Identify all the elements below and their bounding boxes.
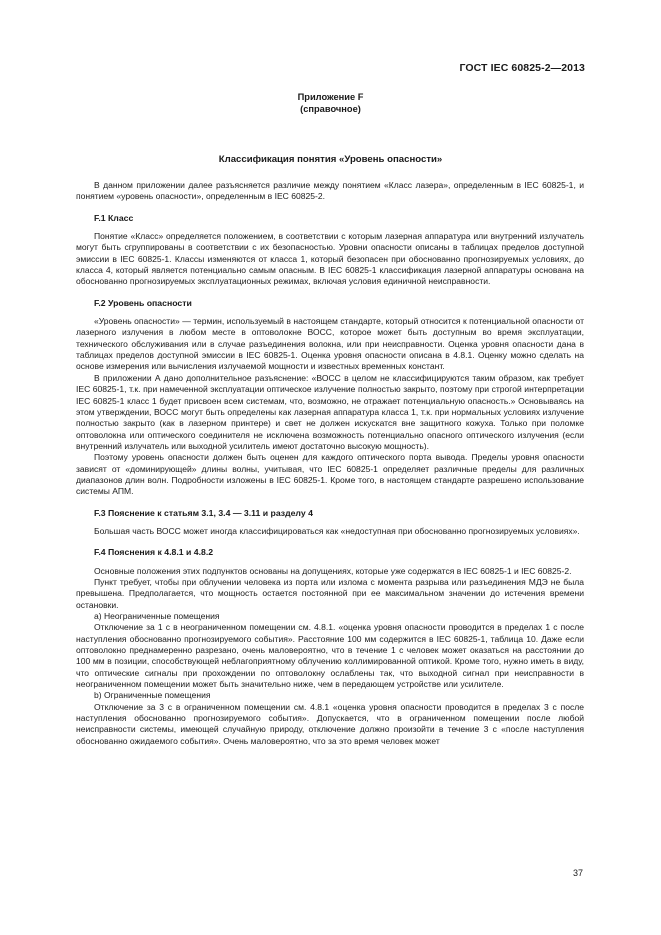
section-f4-paragraph-1: Основные положения этих подпунктов основаны на допущениях, которые уже содержатся в IEC 60825-1 и IEC 60825-2. xyxy=(94,565,572,576)
section-f1-paragraph: Понятие «Класс» определяется положением, в соответствии с которым лазерная аппаратура или внутренний излучатель могут быть сгруппированы в соответствии с их безопасностью. Уровни опасности описаны в таблицах пределов доступной эмиссии в IEC 60825-1. Классы изменяются от класса 1, который безопасен при обоснованно прогнозируемых условиях, до класса 4, который является потенциально самым опасным. В IEC 60825-1 классификация лазерной аппаратуры основана на обоснованно прогнозируемых эксплуатационных режимах, включая условия единичной неисправности. xyxy=(76,231,584,287)
doc-code-header: ГОСТ IEC 60825-2—2013 xyxy=(459,62,585,74)
section-f2-paragraph-2: В приложении А дано дополнительное разъяснение: «ВОСС в целом не классифицируются таким образом, как требует IEC 60825-1, т.к. при намеченной эксплуатации оптическое излучение полностью закрыто, поэтому при строгой интерпретации IEC 60825-1 класс 1 будет присвоен всем системам, что, возможно, не отражает потенциальную опасность.» Основываясь на этом утверждении, ВОСС могут быть определены как лазерная аппаратура класса 1, т.к. при нормальных условиях излучение полностью закрыто (как в лазерном принтере) и свет не должен искускатся вне защитного кожуха. Только при поломке оптоволокна или оптического соединителя не исключена возможность потенциально опасного оптического излучения (если внутренний излучатель или выходной усилитель имеют достаточно высокую мощность). xyxy=(76,372,584,451)
page-number: 37 xyxy=(572,868,583,878)
section-f2-paragraph-3: Поэтому уровень опасности должен быть оценен для каждого оптического порта вывода. Пределы уровня опасности зависят от «доминирующей» длины волны, учитывая, что IEC 60825-1 определяет различные пределы для различных диапазонов длин волн. Подробности изложены в IEC 60825-1. Кроме того, в настоящем стандарте разрешено использование системы АПМ. xyxy=(76,452,584,497)
appendix-heading xyxy=(0,91,661,115)
section-f4-paragraph-2: Пункт требует, чтобы при облучении человека из порта или излома с момента разрыва или разъединения МДЭ не была превышена. Предполагается, что мощность остается постоянной при ее максимальном значении до истечения времени остановки. xyxy=(76,576,584,610)
section-f1-heading: F.1 Класс xyxy=(94,212,134,223)
section-f4-heading: F.4 Пояснения к 4.8.1 и 4.8.2 xyxy=(94,547,214,558)
section-f2-heading: F.2 Уровень опасности xyxy=(94,297,192,308)
intro-paragraph: В данном приложении далее разъясняется различие между понятием «Класс лазера», определенным в IEC 60825-1, и понятием «уровень опасности», определенным в IEC 60825-2. xyxy=(76,180,584,202)
list-item-b-label: b) Ограниченные помещения xyxy=(94,690,211,701)
page-title: Классификация понятия «Уровень опасности» xyxy=(218,154,443,165)
section-f3-paragraph: Большая часть ВОСС может иногда классифицироваться как «недоступная при обоснованно прогнозируемых условиях». xyxy=(94,525,580,536)
document-body xyxy=(76,180,584,747)
section-f2-paragraph-1: «Уровень опасности» — термин, используемый в настоящем стандарте, который относится к потенциальной опасности от лазерного излучения в любом месте в оптоволокне ВОСС, которое может быть доступным во время эксплуатации, технического обслуживания или в случае разъединения волокна, или при неисправности. Оценка уровня опасности дана в таблицах пределов доступной эмиссии в IEC 60825-1. Оценка уровня опасности описана в 4.8.1. Оценку можно сделать на основе измерения или вычисления излучаемой мощности и известных временных констант. xyxy=(76,316,584,372)
appendix-subtitle: (справочное) xyxy=(300,104,361,114)
list-item-a-label: a) Неограниченные помещения xyxy=(94,611,220,621)
section-f4-paragraph-4: Отключение за 3 с в ограниченном помещении см. 4.8.1 «оценка уровня опасности проводится в пределах 3 с после наступления обоснованно прогнозируемого события». Допускается, что в ограниченном помещении после любой неисправности системы, имеющей случайную природу, отключение должно произойти в течение 3 с «после наступления обоснованно ожидаемого события». Очень маловероятно, что за это время человек может xyxy=(76,701,584,746)
appendix-title: Приложение F xyxy=(297,92,364,102)
section-f3-heading: F.3 Пояснение к статьям 3.1, 3.4 — 3.11 и разделу 4 xyxy=(94,507,313,518)
section-f4-paragraph-3: Отключение за 1 с в неограниченном помещении см. 4.8.1. «оценка уровня опасности проводится в пределах 1 с после наступления обоснованно прогнозируемого события». Расстояние 100 мм содержится в IEC 60825-1, таблица 10. Даже если оптоволокно преднамеренно разрезано, очень маловероятно, что в течение 1 с человек может оказаться на расстоянии до 100 мм в позиции, способствующей неблагоприятному облучению коллимированной оптикой. Кроме того, нужно иметь в виду, что оптические сигналы при прохождении по оптоволокну ослаблены так, что выходной сигнал при неисправности в неограниченном помещении может быть значительно ниже, чем в передающем устройстве или усилителе. xyxy=(76,622,584,690)
